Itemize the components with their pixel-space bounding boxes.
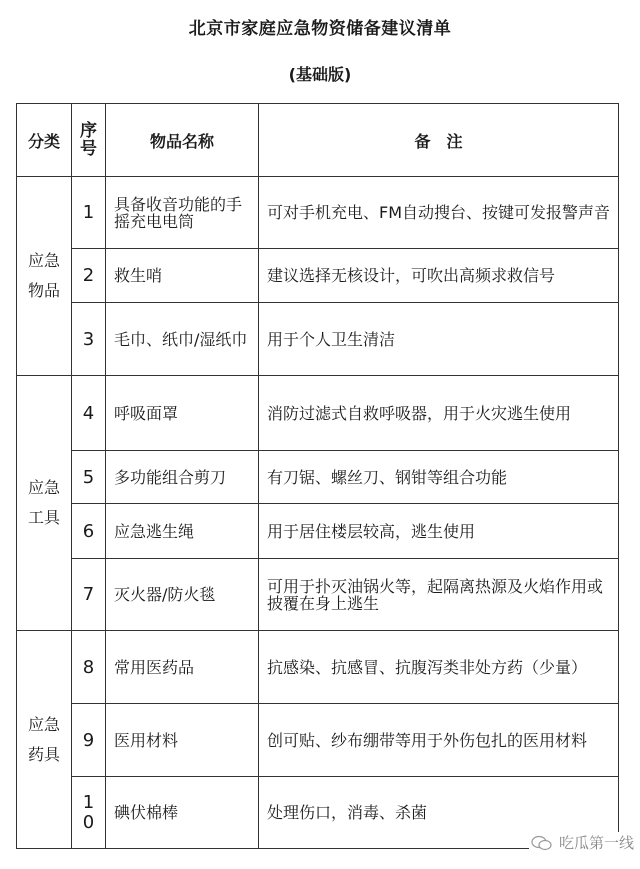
table-row <box>17 303 619 376</box>
category-cell: 应急 物品 <box>17 177 72 376</box>
table-row <box>17 451 619 504</box>
seq-cell: 7 <box>72 559 106 631</box>
category-cell: 应急 药具 <box>17 631 72 849</box>
table-row <box>17 631 619 704</box>
table-row <box>17 249 619 303</box>
header-item-name: 物品名称 <box>106 104 259 177</box>
item-name-cell: 具备收音功能的手摇充电电筒 <box>106 177 259 249</box>
category-cell: 应急 工具 <box>17 376 72 631</box>
table-row <box>17 704 619 777</box>
document-title: 北京市家庭应急物资储备建议清单 <box>188 19 452 39</box>
watermark <box>529 832 636 853</box>
header-seq: 序号 <box>72 104 106 177</box>
note-cell: 可对手机充电、FM自动搜台、按键可发报警声音 <box>259 177 619 249</box>
seq-cell: 4 <box>72 376 106 451</box>
seq-cell: 3 <box>72 303 106 376</box>
table-header-row <box>17 104 619 177</box>
seq-cell: 6 <box>72 504 106 559</box>
item-name-cell: 碘伏棉棒 <box>106 777 259 849</box>
item-name-cell: 应急逃生绳 <box>106 504 259 559</box>
note-cell: 消防过滤式自救呼吸器，用于火灾逃生使用 <box>259 376 619 451</box>
seq-cell: 1 <box>72 177 106 249</box>
item-name-cell: 多功能组合剪刀 <box>106 451 259 504</box>
seq-cell: 10 <box>72 777 106 849</box>
document-subtitle: (基础版) <box>288 65 352 84</box>
note-cell: 建议选择无核设计，可吹出高频求救信号 <box>259 249 619 303</box>
header-category: 分类 <box>17 104 72 177</box>
note-cell: 创可贴、纱布绷带等用于外伤包扎的医用材料 <box>259 704 619 777</box>
item-name-cell: 呼吸面罩 <box>106 376 259 451</box>
watermark-text: 吃瓜第一线 <box>558 834 634 852</box>
seq-cell: 8 <box>72 631 106 704</box>
item-name-cell: 救生哨 <box>106 249 259 303</box>
header-note: 备 注 <box>259 104 619 177</box>
note-cell: 抗感染、抗感冒、抗腹泻类非处方药（少量） <box>259 631 619 704</box>
table-row <box>17 504 619 559</box>
seq-cell: 2 <box>72 249 106 303</box>
note-cell: 可用于扑灭油锅火等，起隔离热源及火焰作用或披覆在身上逃生 <box>259 559 619 631</box>
supply-list-table <box>16 103 619 849</box>
note-cell: 处理伤口，消毒、杀菌 <box>259 777 619 849</box>
seq-cell: 9 <box>72 704 106 777</box>
table-row <box>17 177 619 249</box>
note-cell: 有刀锯、螺丝刀、钢钳等组合功能 <box>259 451 619 504</box>
table-row <box>17 376 619 451</box>
wechat-icon <box>531 835 553 851</box>
note-cell: 用于个人卫生清洁 <box>259 303 619 376</box>
table-row <box>17 559 619 631</box>
item-name-cell: 医用材料 <box>106 704 259 777</box>
item-name-cell: 常用医药品 <box>106 631 259 704</box>
item-name-cell: 毛巾、纸巾/湿纸巾 <box>106 303 259 376</box>
item-name-cell: 灭火器/防火毯 <box>106 559 259 631</box>
seq-cell: 5 <box>72 451 106 504</box>
note-cell: 用于居住楼层较高，逃生使用 <box>259 504 619 559</box>
